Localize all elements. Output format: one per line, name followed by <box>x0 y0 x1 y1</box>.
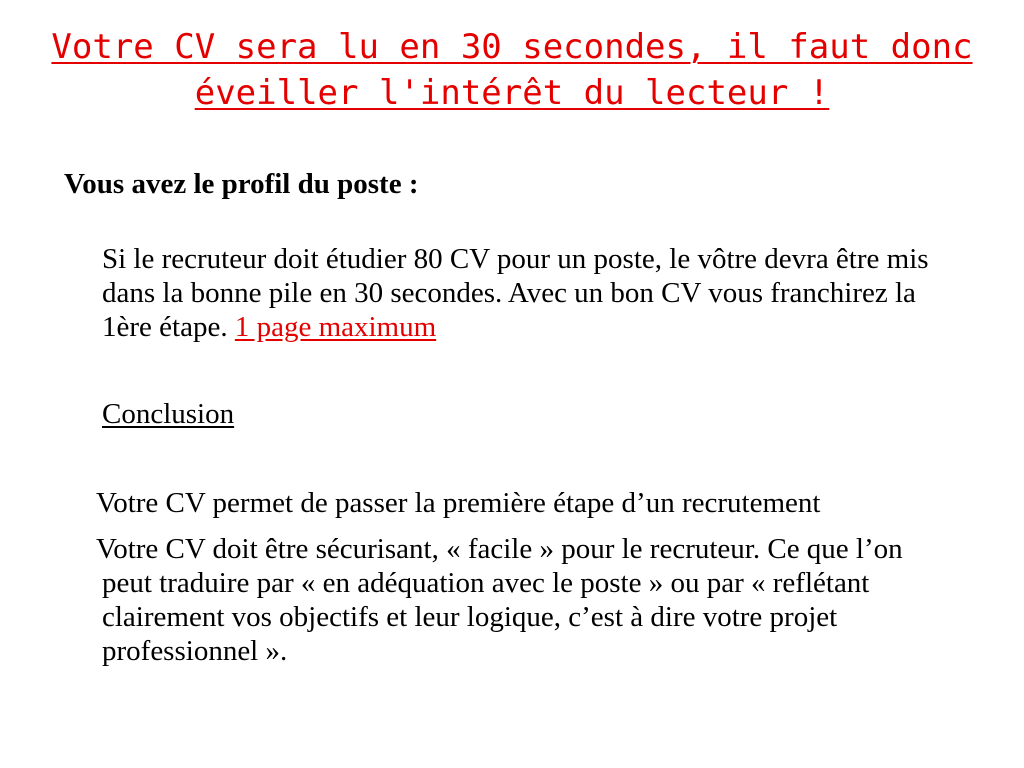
page-maximum-link[interactable]: 1 page maximum <box>234 311 437 343</box>
slide-title: Votre CV sera lu en 30 secondes, il faut donc éveiller l'intérêt du lecteur ! <box>51 27 973 113</box>
paragraph-profile-text: Si le recruteur doit étudier 80 CV pour un poste, le vôtre devra être mis dans la bonne pile en 30 secondes. Avec un bon CV vous franchirez la 1ère étape. <box>102 243 929 343</box>
subheading: Vous avez le profil du poste : <box>64 168 419 200</box>
conclusion-heading: Conclusion <box>102 398 235 430</box>
paragraph-profile <box>102 242 972 344</box>
conclusion-point: Votre CV doit être sécurisant, « facile » pour le recruteur. Ce que l’on peut traduire par « en adéquation avec le poste » ou par « reflétant clairement vos objectifs et leur logique, c’est à dire votre projet professionnel ». <box>96 533 903 667</box>
conclusion-point: Votre CV permet de passer la première étape d’un recrutement <box>96 487 821 519</box>
